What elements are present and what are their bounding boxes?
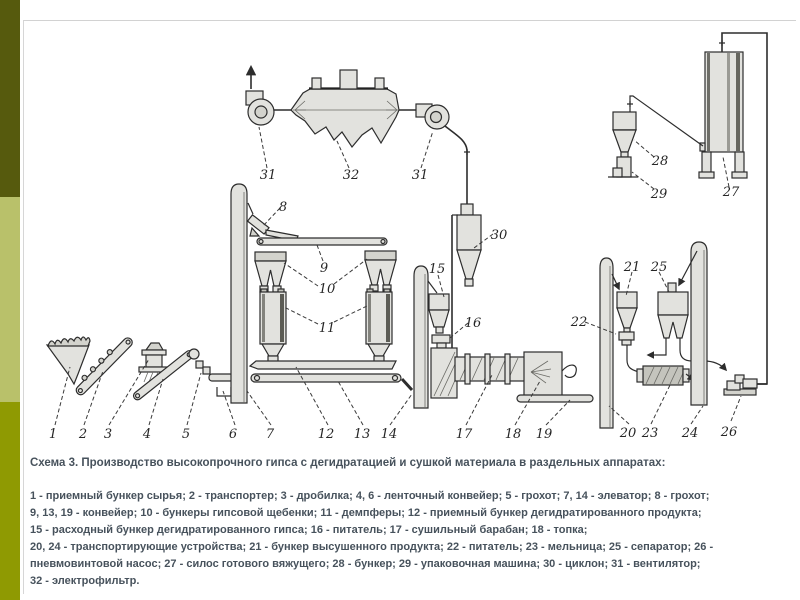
conveyor-6	[209, 374, 233, 396]
conveyor-9	[257, 230, 387, 245]
gypsum-bunker-10-right	[365, 251, 396, 291]
feeder-22	[619, 332, 639, 372]
equipment-number-label: 31	[259, 168, 277, 183]
equipment-number-label: 26	[720, 425, 738, 440]
legend-line: 15 - расходный бункер дегидратированного гипса; 16 - питатель; 17 - сушильный барабан; 18 - топка;	[30, 524, 588, 536]
equipment-number-label: 13	[353, 427, 371, 442]
feed-bunker-15	[429, 294, 449, 333]
equipment-number-label: 32	[342, 168, 360, 183]
equipment-number-label: 28	[651, 154, 669, 169]
equipment-number-label: 27	[722, 185, 740, 200]
damper-11-left	[260, 289, 286, 363]
equipment-number-label: 30	[490, 228, 508, 243]
equipment-number-label: 22	[570, 315, 588, 330]
equipment-number-label: 23	[641, 426, 659, 441]
equipment-number-label: 11	[318, 321, 336, 336]
equipment-number-label: 6	[228, 427, 238, 442]
conveyor-4	[132, 349, 199, 401]
equipment-number-label: 24	[681, 426, 699, 441]
equipment-number-label: 16	[464, 316, 482, 331]
cyclone-30	[452, 204, 481, 286]
receiving-trough-12	[250, 361, 396, 369]
gypsum-bunker-10-left	[255, 252, 286, 292]
separator-25	[648, 283, 688, 355]
diagram-caption: Схема 3. Производство высокопрочного гипса с дегидратацией и сушкой материала в раздельных аппаратах:	[30, 457, 666, 469]
elevator-7	[231, 184, 253, 403]
legend-line: пневмовинтовой насос; 27 - силос готового вяжущего; 28 - бункер; 29 - упаковочная машина; 30 - циклон; 31 - вентилятор;	[30, 558, 701, 570]
drying-drum-17	[455, 354, 525, 384]
equipment-number-label: 25	[650, 260, 668, 275]
screen-5	[196, 361, 210, 374]
legend-line: 20, 24 - транспортирующие устройства; 21 - бункер высушенного продукта; 22 - питатель; 23 - мельница; 25 - сепаратор; 26 -	[30, 541, 714, 553]
mill-23	[637, 366, 694, 385]
equipment-number-label: 9	[319, 261, 329, 276]
legend-line: 9, 13, 19 - конвейер; 10 - бункеры гипсовой щебенки; 11 - демпферы; 12 - приемный бункер дегидратированного продукта;	[30, 507, 702, 519]
conveyor-13	[251, 374, 412, 390]
equipment-number-label: 8	[278, 200, 288, 215]
feeder-16	[432, 335, 450, 348]
equipment-number-label: 4	[142, 427, 152, 442]
equipment-number-label: 3	[103, 427, 113, 442]
furnace-18	[524, 352, 576, 396]
fan-31-right	[416, 104, 470, 204]
legend-line: 32 - электрофильтр.	[30, 575, 140, 587]
equipment-number-label: 19	[535, 427, 553, 442]
fan-31-left	[246, 67, 291, 125]
bunker-21	[617, 292, 637, 332]
silo-27	[699, 33, 767, 384]
damper-11-right	[366, 289, 392, 363]
equipment-number-label: 7	[265, 427, 275, 442]
equipment-number-label: 18	[504, 427, 522, 442]
equipment-number-label: 5	[181, 427, 191, 442]
equipment-number-label: 2	[78, 427, 88, 442]
bunker-28	[613, 96, 703, 157]
legend-text	[30, 488, 796, 590]
equipment-number-label: 21	[623, 260, 641, 275]
equipment-number-label: 14	[380, 427, 398, 442]
elevator-20	[600, 258, 619, 428]
equipment-number-label: 12	[317, 427, 335, 442]
equipment-number-label: 1	[48, 427, 58, 442]
legend-line: 1 - приемный бункер сырья; 2 - транспортер; 3 - дробилка; 4, 6 - ленточный конвейер; 5 - грохот; 7, 14 - элеватор; 8 - грохот;	[30, 490, 710, 502]
equipment-number-label: 20	[619, 426, 637, 441]
packing-machine-29	[608, 157, 638, 177]
equipment-number-label: 29	[650, 187, 668, 202]
electrofilter-32	[291, 70, 416, 147]
equipment-number-label: 15	[428, 262, 446, 277]
equipment-number-label: 31	[411, 168, 429, 183]
equipment-number-label: 10	[318, 282, 336, 297]
equipment-number-label: 17	[455, 427, 473, 442]
